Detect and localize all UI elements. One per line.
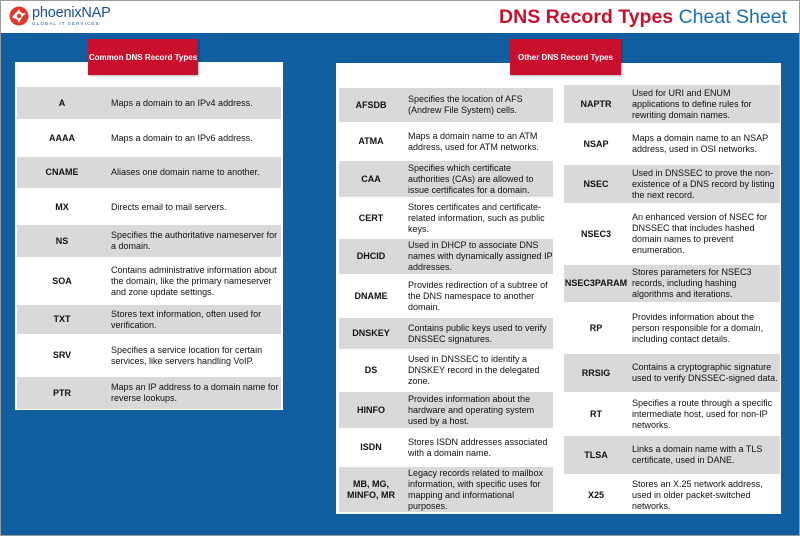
record-description: Stores ISDN addresses associated with a domain name. [408, 436, 548, 458]
record-code: NS [55, 235, 69, 246]
record-row [564, 436, 780, 474]
record-description: Contains a cryptographic signature used to verify DNSSEC-signed data. [632, 362, 778, 383]
phoenix-logo-icon [9, 6, 29, 26]
record-row [17, 377, 281, 409]
record-description: Contains administrative information about the domain, like the primary nameserver and zone update settings. [111, 264, 277, 297]
record-row [339, 431, 553, 464]
record-description: Provides information about the person responsible for a domain, including contact details. [632, 311, 764, 344]
record-code: HINFO [357, 404, 385, 415]
other-records-panel [336, 63, 781, 514]
record-description: Maps a domain to an IPv4 address. [111, 97, 253, 108]
record-description: Contains public keys used to verify DNSSEC signatures. [408, 322, 547, 344]
common-records-panel [15, 62, 283, 410]
record-code: NSEC [583, 178, 609, 189]
record-code: X25 [587, 489, 604, 500]
record-code: CAA [361, 173, 381, 184]
record-code: DNAME [354, 290, 388, 301]
record-code: CERT [358, 212, 384, 223]
record-row [564, 354, 780, 392]
record-description: Used for URI and ENUM applications to define rules for rewriting domain names. [632, 87, 752, 120]
record-code: PTR [53, 387, 71, 398]
record-code: AFSDB [355, 99, 387, 110]
record-row [17, 337, 281, 374]
record-code: AAAA [49, 132, 75, 143]
record-description: Specifies the location of AFS (Andrew File System) cells. [408, 94, 523, 115]
record-row [564, 477, 780, 513]
record-description: Specifies a route through a specific intermediate host, used for non-IP networks. [632, 397, 773, 430]
record-row [17, 157, 281, 188]
record-description: Specifies a service location for certain services, like servers handling VoIP. [111, 344, 263, 366]
record-description: Provides redirection of a subtree of the DNS namespace to another domain. [408, 279, 548, 312]
record-row [564, 85, 780, 123]
page-title [499, 6, 787, 29]
record-code: A [58, 97, 66, 108]
record-description: Aliases one domain name to another. [111, 167, 260, 177]
record-row [339, 467, 553, 512]
record-description: Stores text information, often used for verification. [111, 308, 262, 330]
title-sub: Cheat Sheet [678, 6, 787, 28]
title-main: DNS Record Types [499, 6, 674, 28]
record-row [339, 318, 553, 349]
record-row [339, 352, 553, 389]
record-row [564, 206, 780, 262]
record-code: DHCID [356, 251, 386, 261]
record-description: Used in DNSSEC to prove the non-existence of a DNS record by listing the next record. [632, 167, 775, 200]
record-code: NSEC3PARAM [564, 278, 628, 288]
record-row [564, 126, 780, 162]
record-description: Provides information about the hardware and operating system used by a host. [408, 393, 535, 426]
record-row [564, 165, 780, 203]
record-row [17, 87, 281, 119]
record-code: RP [589, 322, 603, 333]
other-records-heading: Other DNS Record Types [510, 39, 621, 75]
record-code: MB, MG, MINFO, MR [347, 478, 395, 500]
record-description: Directs email to mail servers. [111, 201, 227, 212]
record-row [17, 260, 281, 302]
record-code: SRV [52, 350, 72, 360]
record-code: NSEC3 [580, 228, 611, 239]
record-description: Stores parameters for NSEC3 records, including hashing algorithms and iterations. [632, 267, 752, 299]
record-code: CNAME [45, 167, 79, 177]
record-row [564, 305, 780, 351]
record-code: ATMA [358, 136, 384, 146]
record-description: Specifies the authoritative nameserver for a domain. [111, 230, 278, 251]
record-code: DS [364, 365, 378, 375]
record-code: DNSKEY [352, 328, 390, 338]
record-row [17, 225, 281, 257]
record-row [339, 88, 553, 122]
record-row [339, 125, 553, 158]
brand-tagline: GLOBAL IT SERVICES [32, 20, 100, 26]
record-description: Used in DHCP to associate DNS names with dynamically assigned IP addresses. [408, 240, 553, 272]
record-row [17, 192, 281, 222]
record-description: Maps a domain to an IPv6 address. [111, 132, 253, 143]
brand-name: phoenixNAP [32, 5, 111, 21]
record-row [339, 200, 553, 236]
header [1, 1, 799, 33]
record-description: Legacy records related to mailbox information, with specific uses for mapping and informational purposes. [408, 467, 544, 511]
brand-logo [9, 6, 111, 28]
record-code: MX [55, 201, 69, 212]
record-row [339, 161, 553, 197]
record-row [339, 392, 553, 428]
record-row [564, 265, 780, 302]
record-description: Stores an X.25 network address, used in older packet-switched networks. [632, 478, 763, 511]
record-description: Specifies which certificate authorities (CAs) are allowed to issue certificates for a domain. [408, 162, 534, 195]
record-description: An enhanced version of NSEC for DNSSEC that includes hashed domain names to prevent enumeration. [632, 212, 768, 255]
record-row [564, 395, 780, 433]
record-row [339, 239, 553, 274]
record-code: NAPTR [580, 98, 612, 109]
record-description: Maps an IP address to a domain name for reverse lookups. [111, 382, 279, 403]
record-description: Used in DNSSEC to identify a DNSKEY record in the delegated zone. [408, 354, 540, 386]
record-code: RRSIG [581, 367, 611, 378]
record-description: Maps a domain name to an NSAP address, used in OSI networks. [632, 133, 768, 154]
record-code: SOA [52, 275, 72, 286]
record-row [339, 277, 553, 315]
record-description: Links a domain name with a TLS certificate, used in DANE. [632, 444, 763, 465]
record-code: ISDN [360, 442, 382, 452]
record-row [17, 122, 281, 154]
common-records-heading: Common DNS Record Types [88, 39, 198, 75]
record-description: Stores certificates and certificate-related information, such as public keys. [408, 201, 545, 234]
record-row [17, 305, 281, 334]
record-description: Maps a domain name to an ATM address, used for ATM networks. [408, 130, 539, 152]
record-code: NSAP [583, 138, 609, 149]
record-code: RT [590, 408, 602, 419]
record-code: TXT [53, 314, 71, 324]
record-code: TLSA [584, 449, 608, 460]
